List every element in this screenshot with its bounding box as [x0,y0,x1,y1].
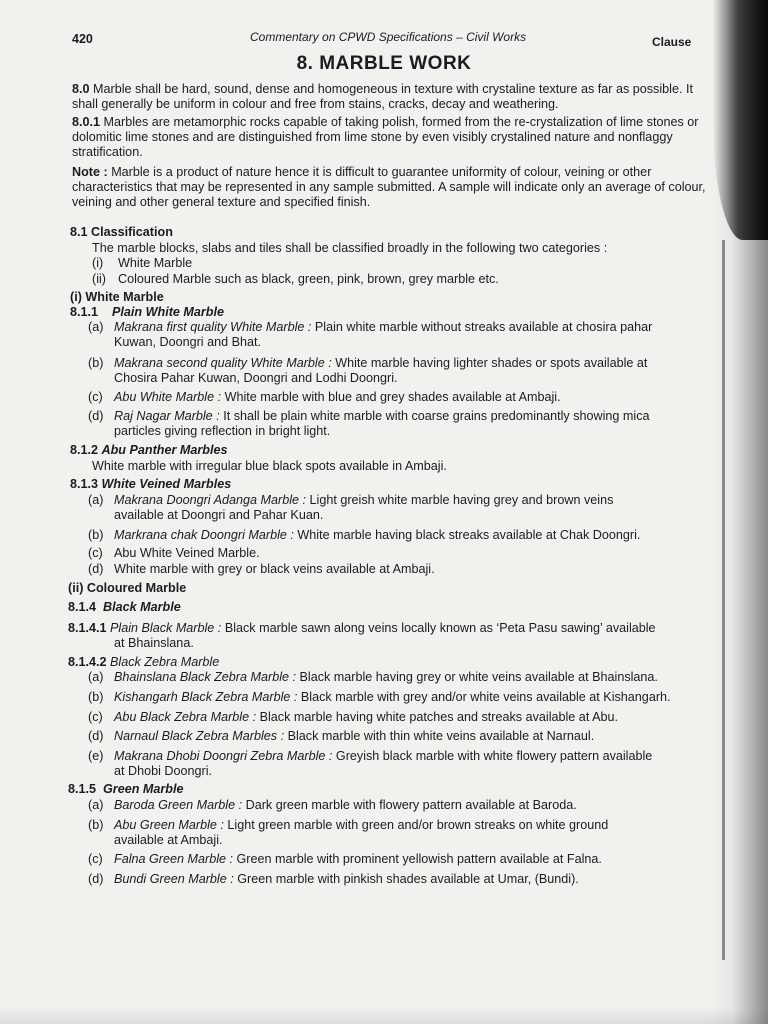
list-item: (d) Bundi Green Marble : Green marble with pinkish shades available at Umar, (Bundi). [88,872,579,886]
list-item: (e) Makrana Dhobi Doongri Zebra Marble : Greyish black marble with white flowery pattern available [88,749,653,763]
list-item: (c) Falna Green Marble : Green marble with prominent yellowish pattern available at Falna. [88,852,602,866]
list-item: (a) Makrana Doongri Adanga Marble : Light greish white marble having grey and brown veins [88,493,614,507]
list-item: (a) Makrana first quality White Marble : Plain white marble without streaks available at chosira pahar [88,320,653,334]
page-number: 420 [72,32,93,46]
chapter-title: 8. MARBLE WORK [296,53,472,74]
list-item-cont: Kuwan, Doongri and Bhat. [114,335,262,349]
list-item: (b) Kishangarh Black Zebra Marble : Black marble with grey and/or white veins available at Kishangarh. [88,690,671,704]
list-item: (d) White marble with grey or black veins available at Ambaji. [88,562,435,576]
list-item: (b) Markrana chak Doongri Marble : White marble having black streaks available at Chak Doongri. [88,528,641,542]
section-8-1-4-1: 8.1.4.1 Plain Black Marble : Black marble sawn along veins locally known as ‘Peta Pasu sawing’ available [68,621,656,635]
list-item-cont: available at Ambaji. [114,833,223,847]
side-label: Clause [652,35,692,49]
section-8-1-1-heading: 8.1.1 Plain White Marble [70,305,224,319]
section-8-1-2-heading: 8.1.2 Abu Panther Marbles [70,443,228,457]
classification-heading: 8.1 Classification [70,225,173,239]
classification-item: (i) White Marble [92,256,193,270]
section-8-1-5-heading: 8.1.5 Green Marble [68,782,184,796]
list-item-cont: particles giving reflection in bright light. [114,424,331,438]
page-header [72,30,692,50]
scan-bottom-edge [0,1008,768,1024]
section-8-1-4-2-heading: 8.1.4.2 Black Zebra Marble [68,655,220,669]
list-item: (c) Abu Black Zebra Marble : Black marble having white patches and streaks available at Abu. [88,710,619,724]
list-item: (a) Baroda Green Marble : Dark green marble with flowery pattern available at Baroda. [88,798,577,812]
note-paragraph: Note : Marble is a product of nature hence it is difficult to guarantee uniformity of colour, veining or other characteristics that may be represented in any sample submitted. A sample will indicate only an average of colour, veining and other general texture and specified finish. [72,165,706,209]
list-item: (b) Makrana second quality White Marble : White marble having lighter shades or spots available at [88,356,648,370]
classification-item: (ii) Coloured Marble such as black, green, pink, brown, grey marble etc. [92,272,499,286]
section-8-1-4-1-cont: at Bhainslana. [114,636,194,650]
white-marble-heading: (i) White Marble [70,290,164,304]
list-item-cont: at Dhobi Doongri. [114,764,213,778]
list-item: (d) Raj Nagar Marble : It shall be plain white marble with coarse grains predominantly showing mica [88,409,650,423]
section-8-1-4-heading: 8.1.4 Black Marble [68,600,181,614]
section-8-1-3-heading: 8.1.3 White Veined Marbles [70,477,232,491]
scan-dark-corner [713,0,768,240]
page-edge-line [722,240,725,960]
list-item: (a) Bhainslana Black Zebra Marble : Black marble having grey or white veins available at Bhainslana. [88,670,658,684]
list-item: (b) Abu Green Marble : Light green marble with green and/or brown streaks on white ground [88,818,609,832]
coloured-marble-heading: (ii) Coloured Marble [68,581,187,595]
list-item-cont: Chosira Pahar Kuwan, Doongri and Lodhi Doongri. [114,371,398,385]
classification-intro: The marble blocks, slabs and tiles shall be classified broadly in the following two categories : [92,241,608,255]
list-item: (d) Narnaul Black Zebra Marbles : Black marble with thin white veins available at Narnaul. [88,729,595,743]
para-8-0-1: 8.0.1 Marbles are metamorphic rocks capable of taking polish, formed from the re-crystalization of lime stones or dolomitic lime stones and are distinguished from lime stone by even visibly crystalined nature and nonflaggy stratification. [72,115,699,159]
list-item: (c) Abu White Marble : White marble with blue and grey shades available at Ambaji. [88,390,561,404]
running-title: Commentary on CPWD Specifications – Civil Works [250,30,527,44]
para-8-0: 8.0 Marble shall be hard, sound, dense and homogeneous in texture with crystaline texture as far as possible. It shall generally be uniform in colour and free from stains, cracks, decay and weathering. [72,82,693,111]
list-item: (c) Abu White Veined Marble. [88,546,260,560]
list-item-cont: available at Doongri and Pahar Kuan. [114,508,324,522]
section-8-1-2-text: White marble with irregular blue black spots available in Ambaji. [92,459,447,473]
